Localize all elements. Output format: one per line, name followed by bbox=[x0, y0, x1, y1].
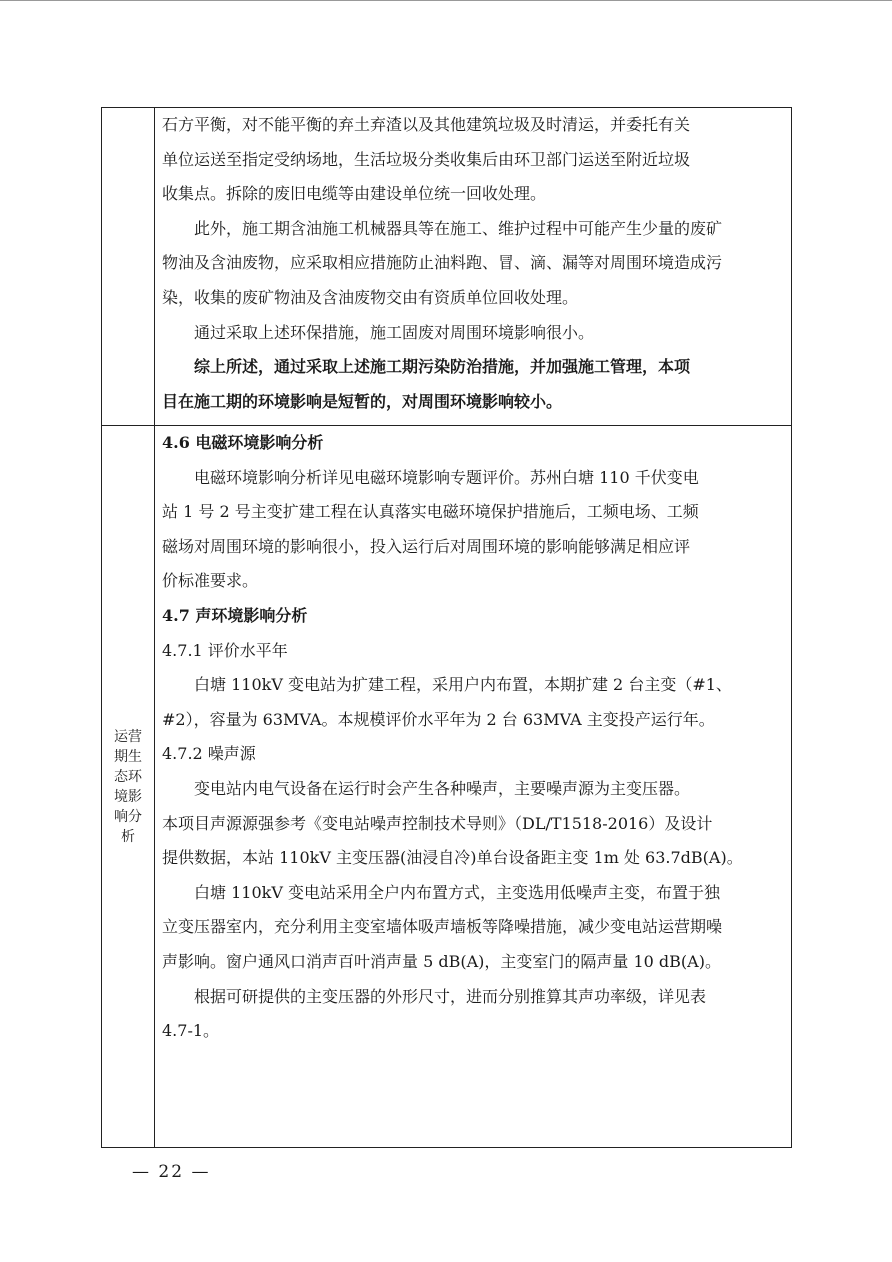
text-line: 变电站内电气设备在运行时会产生各种噪声，主要噪声源为主变压器。 bbox=[194, 778, 691, 798]
text-line: 声影响。窗户通风口消声百叶消声量 5 dB(A)，主变室门的隔声量 10 dB(A)。 bbox=[162, 951, 721, 971]
text-line: 白塘 110kV 变电站采用全户内布置方式，主变选用低噪声主变，布置于独 bbox=[194, 882, 720, 902]
construction-waste-cell bbox=[162, 108, 787, 419]
operation-analysis-cell bbox=[162, 426, 787, 1049]
text-line: 通过采取上述环保措施，施工固废对周围环境影响很小。 bbox=[194, 322, 595, 342]
text-line: 单位运送至指定受纳场地，生活垃圾分类收集后由环卫部门运送至附近垃圾 bbox=[162, 149, 691, 169]
text-line: 电磁环境影响分析详见电磁环境影响专题评价。苏州白塘 110 千伏变电 bbox=[194, 467, 699, 487]
page-number: — 22 — bbox=[132, 1162, 211, 1182]
text-line: 立变压器室内，充分利用主变室墙体吸声墙板等降噪措施，减少变电站运营期噪 bbox=[162, 917, 723, 937]
text-line: 目在施工期的环境影响是短暂的，对周围环境影响较小。 bbox=[162, 391, 563, 411]
text-line: 4.7-1。 bbox=[162, 1021, 220, 1041]
text-line: 4.7.1 评价水平年 bbox=[162, 640, 288, 660]
page-top-rule bbox=[0, 0, 892, 1]
row-label-cell bbox=[102, 425, 154, 1148]
document-table bbox=[101, 107, 792, 1148]
text-line: 4.7.2 噪声源 bbox=[162, 744, 256, 764]
text-line: 物油及含油废物，应采取相应措施防止油料跑、冒、滴、漏等对周围环境造成污 bbox=[162, 253, 723, 273]
text-line: 价标准要求。 bbox=[162, 571, 259, 591]
text-line: 本项目声源源强参考《变电站噪声控制技术导则》（DL/T1518-2016）及设计 bbox=[162, 813, 713, 833]
text-line: 4.6 电磁环境影响分析 bbox=[162, 433, 324, 452]
text-line: 综上所述，通过采取上述施工期污染防治措施，并加强施工管理，本项 bbox=[194, 357, 691, 377]
text-line: 提供数据，本站 110kV 主变压器(油浸自冷)单台设备距主变 1m 处 63.7dB(A)。 bbox=[162, 848, 743, 868]
table-column-divider bbox=[154, 108, 155, 1147]
text-line: 收集点。拆除的废旧电缆等由建设单位统一回收处理。 bbox=[162, 184, 547, 204]
text-line: 站 1 号 2 号主变扩建工程在认真落实电磁环境保护措施后，工频电场、工频 bbox=[162, 502, 699, 522]
row-label-operation-ecology: 运营期生态环境影响分析 bbox=[114, 728, 142, 845]
text-line: 此外，施工期含油施工机械器具等在施工、维护过程中可能产生少量的废矿 bbox=[194, 218, 723, 238]
text-line: 根据可研提供的主变压器的外形尺寸，进而分别推算其声功率级，详见表 bbox=[194, 986, 707, 1006]
text-line: 4.7 声环境影响分析 bbox=[162, 605, 308, 625]
text-line: #2），容量为 63MVA。本规模评价水平年为 2 台 63MVA 主变投产运行年。 bbox=[162, 709, 715, 729]
text-line: 磁场对周围环境的影响很小，投入运行后对周围环境的影响能够满足相应评 bbox=[162, 536, 691, 556]
text-line: 白塘 110kV 变电站为扩建工程，采用户内布置，本期扩建 2 台主变（#1、 bbox=[194, 675, 732, 695]
text-line: 石方平衡，对不能平衡的弃土弃渣以及其他建筑垃圾及时清运，并委托有关 bbox=[162, 115, 691, 134]
text-line: 染，收集的废矿物油及含油废物交由有资质单位回收处理。 bbox=[162, 287, 579, 307]
